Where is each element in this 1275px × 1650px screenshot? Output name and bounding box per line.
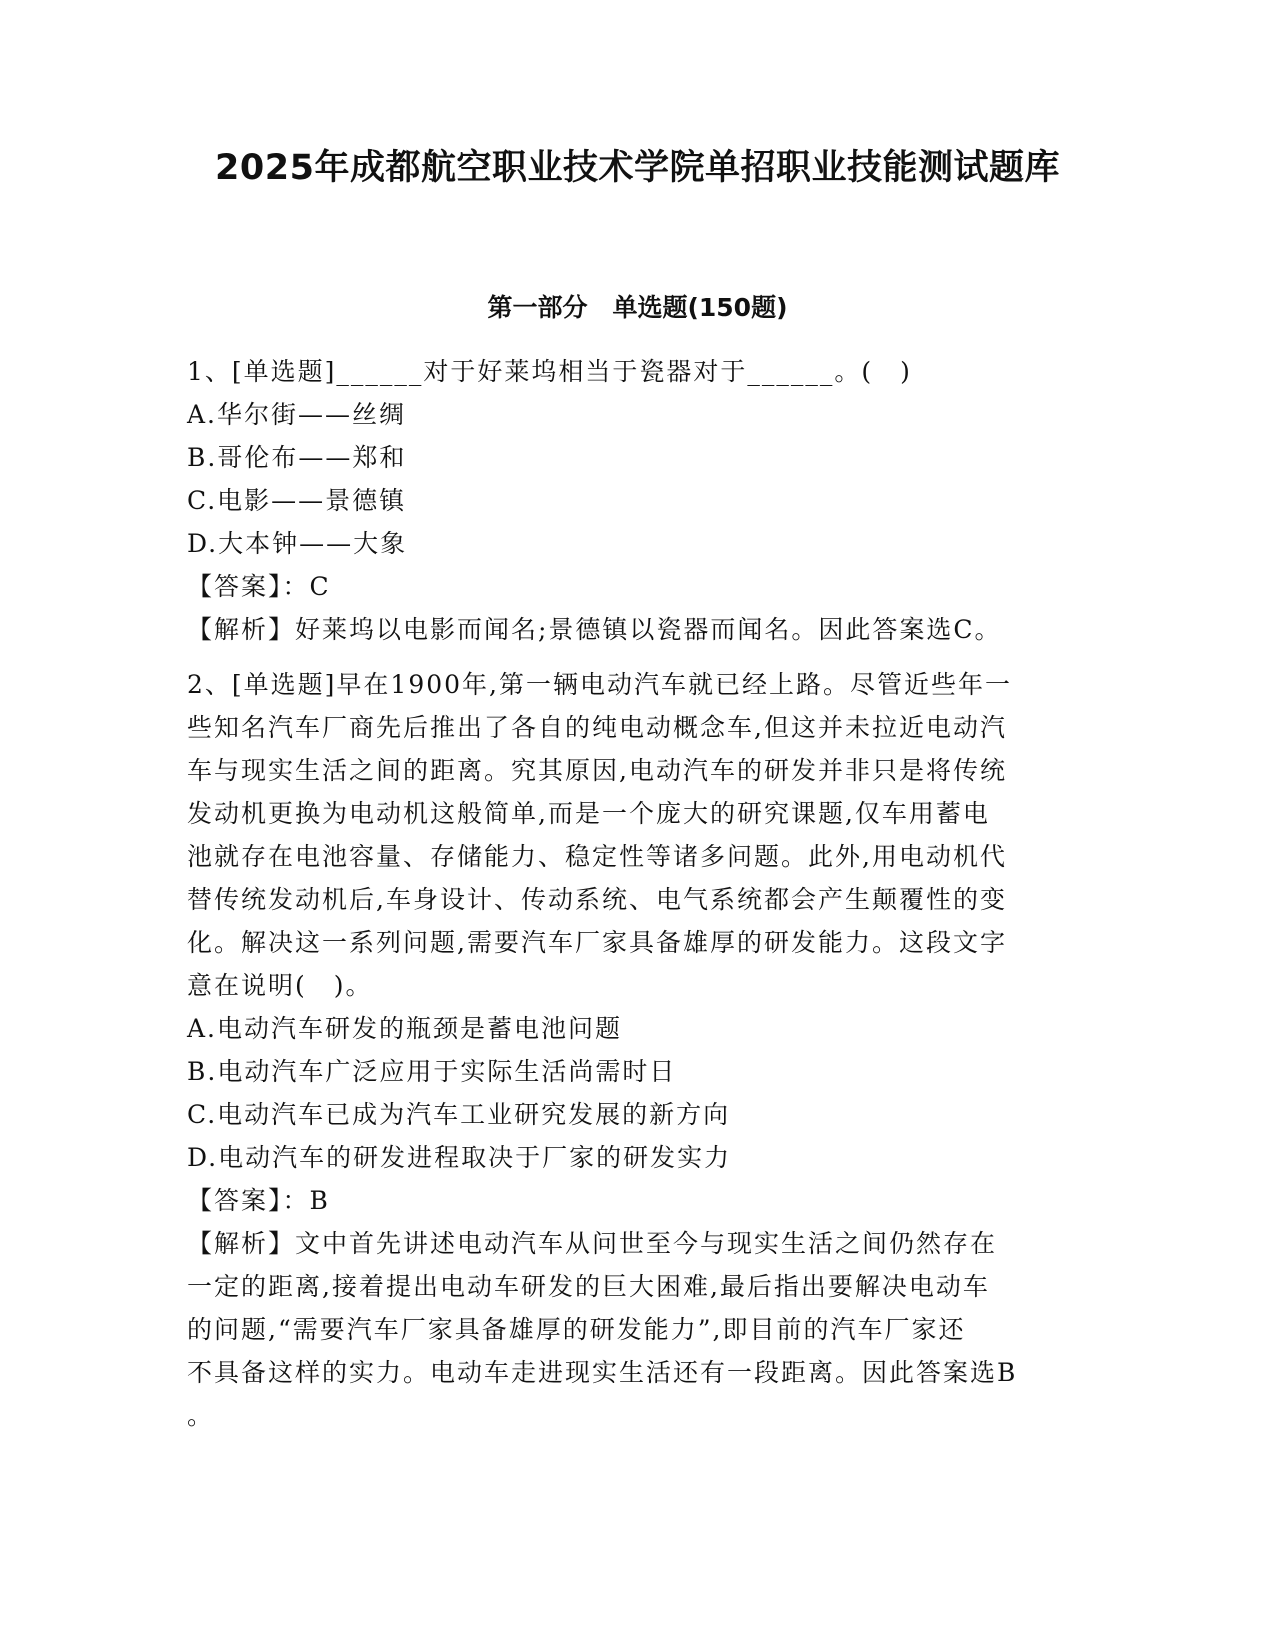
- option-b: B.哥伦布——郑和: [187, 443, 407, 472]
- option-c: C.电影——景德镇: [187, 486, 407, 515]
- option-a: A.电动汽车研发的瓶颈是蓄电池问题: [187, 1014, 623, 1043]
- question-stem-line: 发动机更换为电动机这般简单,而是一个庞大的研究课题,仅车用蓄电: [187, 799, 990, 828]
- question-stem-line: 替传统发动机后,车身设计、传动系统、电气系统都会产生颠覆性的变: [187, 885, 1007, 914]
- option-d: D.电动汽车的研发进程取决于厂家的研发实力: [187, 1143, 732, 1172]
- question-2: [187, 663, 1087, 1437]
- question-1: [187, 350, 1087, 651]
- explanation-line: 一定的距离,接着提出电动车研发的巨大困难,最后指出要解决电动车: [187, 1272, 990, 1301]
- question-stem-line: 池就存在电池容量、存储能力、稳定性等诸多问题。此外,用电动机代: [187, 842, 1007, 871]
- option-d: D.大本钟——大象: [187, 529, 408, 558]
- explanation-line: 。: [187, 1401, 215, 1430]
- answer: 【答案】：C: [187, 572, 331, 601]
- question-stem-line: 车与现实生活之间的距离。究其原因,电动汽车的研发并非只是将传统: [187, 756, 1007, 785]
- option-c: C.电动汽车已成为汽车工业研究发展的新方向: [187, 1100, 731, 1129]
- question-list: [187, 350, 1087, 1437]
- explanation: 【解析】好莱坞以电影而闻名;景德镇以瓷器而闻名。因此答案选C。: [187, 615, 1002, 644]
- explanation-line: 【解析】文中首先讲述电动汽车从问世至今与现实生活之间仍然存在: [187, 1229, 998, 1258]
- question-spacer: [187, 651, 1087, 663]
- answer: 【答案】：B: [187, 1186, 330, 1215]
- option-b: B.电动汽车广泛应用于实际生活尚需时日: [187, 1057, 677, 1086]
- question-stem-line: 些知名汽车厂商先后推出了各自的纯电动概念车,但这并未拉近电动汽: [187, 713, 1007, 742]
- explanation-line: 不具备这样的实力。电动车走进现实生活还有一段距离。因此答案选B: [187, 1358, 1018, 1387]
- question-stem: 1、[单选题]______对于好莱坞相当于瓷器对于______。( ): [187, 357, 912, 386]
- question-stem-line: 意在说明( )。: [187, 971, 373, 1000]
- document-title: 2025年成都航空职业技术学院单招职业技能测试题库: [215, 148, 1060, 188]
- section-title: 第一部分 单选题(150题): [487, 293, 788, 322]
- question-stem-line: 化。解决这一系列问题,需要汽车厂家具备雄厚的研发能力。这段文字: [187, 928, 1007, 957]
- explanation-line: 的问题,“需要汽车厂家具备雄厚的研发能力”,即目前的汽车厂家还: [187, 1315, 966, 1344]
- option-a: A.华尔街——丝绸: [187, 400, 407, 429]
- question-stem-line: 2、[单选题]早在1900年,第一辆电动汽车就已经上路。尽管近些年一: [187, 670, 1012, 699]
